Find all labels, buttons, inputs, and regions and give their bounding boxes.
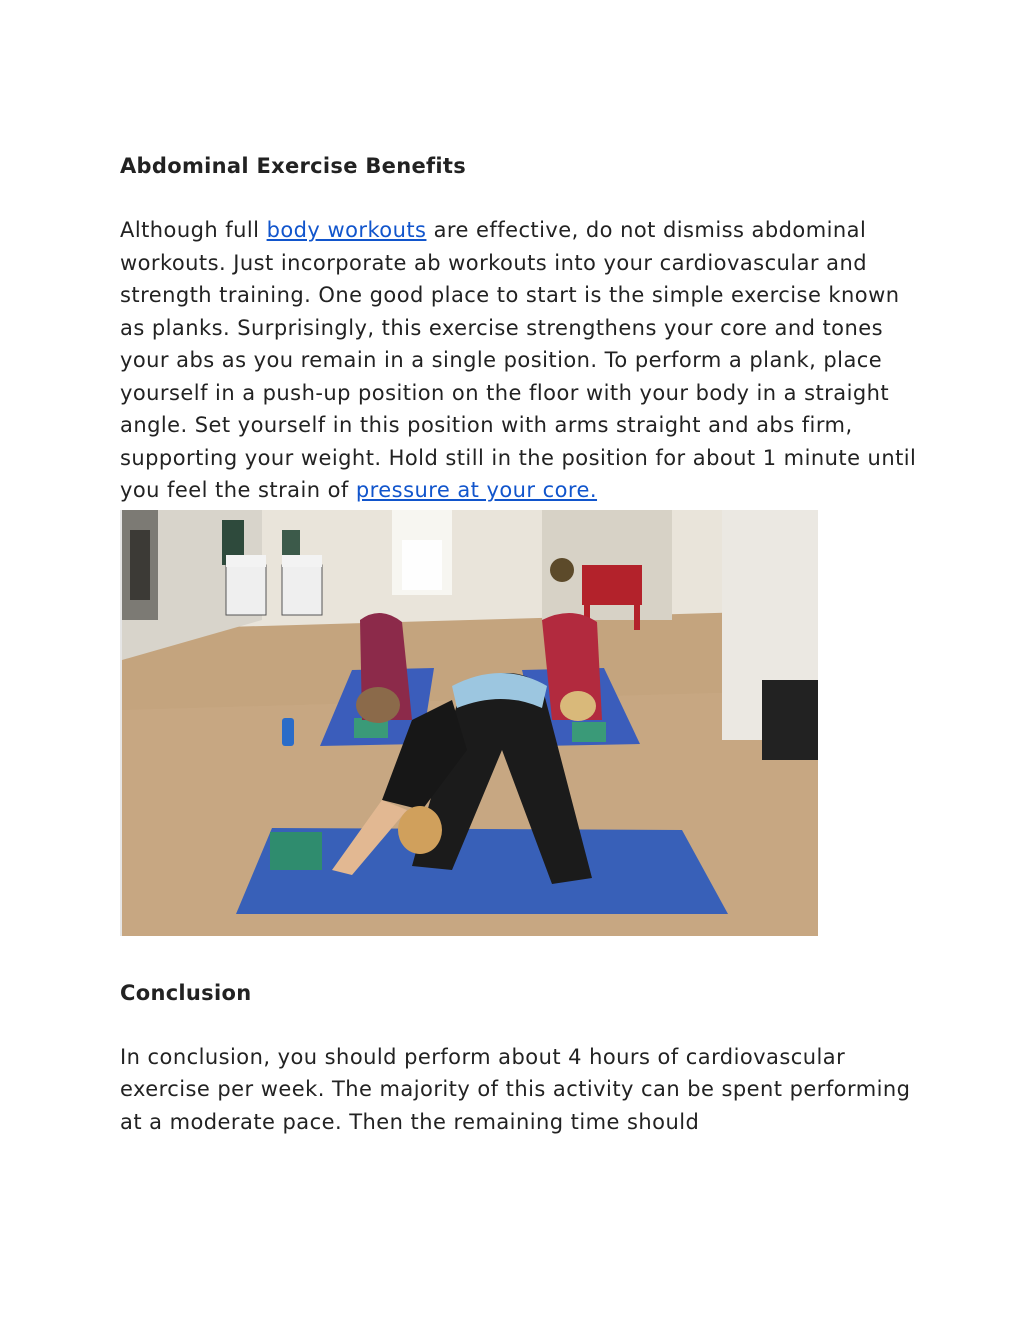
section-heading-conclusion: Conclusion — [120, 980, 252, 1005]
paragraph-abdominal — [120, 214, 920, 507]
document-page — [120, 150, 920, 1138]
paragraph-conclusion: In conclusion, you should perform about 4 hours of cardiovascular exercise per week. The majority of this activity can be spent performing at a moderate pace. Then the remaining time should — [120, 1044, 911, 1134]
yoga-class-photo — [120, 510, 818, 936]
section-heading-abdominal: Abdominal Exercise Benefits — [120, 154, 467, 178]
body-workouts-link[interactable]: body workouts — [266, 218, 427, 242]
pressure-at-core-link[interactable]: pressure at your core. — [355, 478, 598, 502]
paragraph-text: Although full — [120, 218, 267, 242]
paragraph-text: are effective, do not dismiss abdominal workouts. Just incorporate ab workouts into your cardiovascular and strength training. One good place to start is the simple exercise known as planks. Surprisingly, this exercise strengthens your core and tones your abs as you remain in a single position. To perform a plank, place yourself in a push-up position on the floor with your body in a straight angle. Set yourself in this position with arms straight and abs firm, supporting your weight. Hold still in the position for about 1 minute until you feel the strain of — [120, 218, 917, 502]
